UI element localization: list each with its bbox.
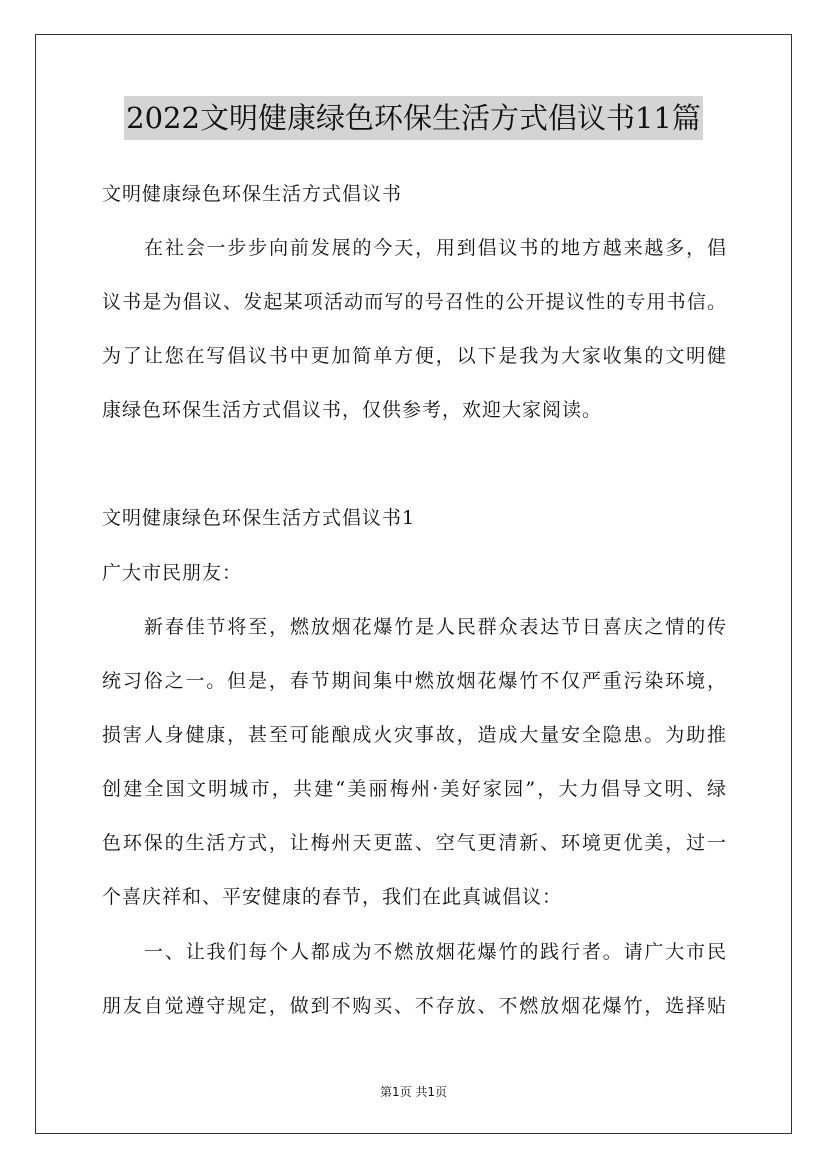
page-footer: 第1页 共1页	[379, 1085, 448, 1099]
intro-line: 为了让您在写倡议书中更加简单方便，以下是我为大家收集的文明健	[102, 345, 726, 367]
title-container	[0, 96, 827, 140]
body-line: 新春佳节将至，燃放烟花爆竹是人民群众表达节日喜庆之情的传	[144, 616, 726, 638]
document-subtitle: 文明健康绿色环保生活方式倡议书	[102, 183, 403, 205]
point-line: 朋友自觉遵守规定，做到不购买、不存放、不燃放烟花爆竹，选择贴	[102, 995, 726, 1017]
body-line: 损害人身健康，甚至可能酿成火灾事故，造成大量安全隐患。为助推	[102, 724, 726, 746]
intro-line: 康绿色环保生活方式倡议书，仅供参考，欢迎大家阅读。	[102, 399, 603, 421]
body-line: 色环保的生活方式，让梅州天更蓝、空气更清新、环境更优美，过一	[102, 832, 726, 854]
body-line: 创建全国文明城市，共建“美丽梅州·美好家园”，大力倡导文明、绿	[102, 778, 726, 800]
point-line: 一、让我们每个人都成为不燃放烟花爆竹的践行者。请广大市民	[144, 941, 726, 963]
document-title: 2022文明健康绿色环保生活方式倡议书11篇	[124, 96, 703, 140]
body-line: 个喜庆祥和、平安健康的春节，我们在此真诚倡议：	[102, 886, 563, 908]
section-heading: 文明健康绿色环保生活方式倡议书1	[102, 507, 416, 529]
body-line: 统习俗之一。但是，春节期间集中燃放烟花爆竹不仅严重污染环境，	[102, 670, 726, 692]
intro-line: 议书是为倡议、发起某项活动而写的号召性的公开提议性的专用书信。	[102, 291, 726, 313]
intro-line: 在社会一步步向前发展的今天，用到倡议书的地方越来越多，倡	[144, 237, 726, 259]
salutation: 广大市民朋友：	[102, 562, 243, 584]
